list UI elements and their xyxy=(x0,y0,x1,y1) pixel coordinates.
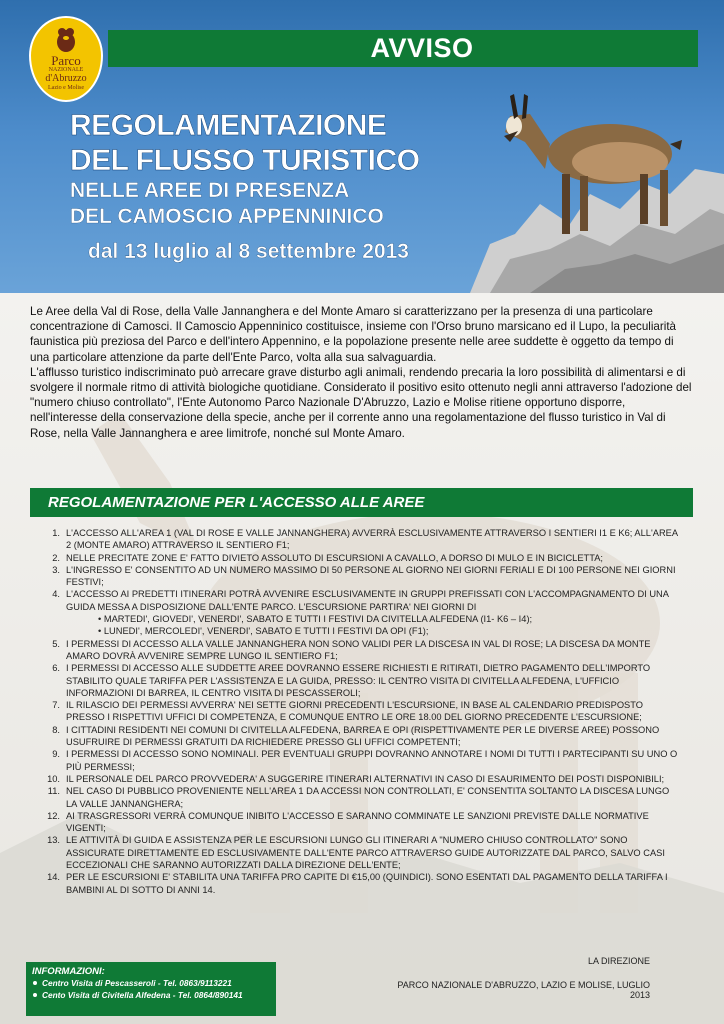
rule-item: 2. NELLE PRECITATE ZONE E' FATTO DIVIETO ASSOLUTO DI ESCURSIONI A CAVALLO, A DORSO DI MULO E IN BICICLETTA; xyxy=(52,552,603,563)
header-banner xyxy=(0,0,724,293)
intro-paragraph-1: Le Aree della Val di Rose, della Valle Jannanghera e del Monte Amaro si caratterizzano per la presenza di una particolare concentrazione di Camosci. Il Camoscio Appenninico costituisce, insieme con l'Orso bruno marsicano ed il Lupo, la peculiarità faunistica più preziosa del Parco e dell'intero Appennino, e la popolazione presente nelle aree suddette è oggetto da tempo di una particolare attenzione da parte dell'Ente Parco, volta alla sua salvaguardia. xyxy=(30,305,676,364)
rule-item: 11. NEL CASO DI PUBBLICO PROVENIENTE NELL'AREA 1 DA ACCESSI NON CONTROLLATI, E' CONSENTITA SOLTANTO LA DISCESA LUNGO LA VALLE JANNANGHERA; xyxy=(47,786,670,809)
logo-text-parco: Parco xyxy=(51,53,81,68)
logo-text-lazio: Lazio e Molise xyxy=(48,85,84,91)
bullet-icon xyxy=(33,993,37,997)
rule-item: 12. AI TRASGRESSORI VERRÀ COMUNQUE INIBITO L'ACCESSO E SARANNO COMMINATE LE SANZIONI PREVISTE DALLE NORMATIVE VIGENTI; xyxy=(47,810,649,834)
rule-item: 4. L'ACCESSO AI PREDETTI ITINERARI POTRÀ AVVENIRE ESCLUSIVAMENTE IN GRUPPI PREFISSATI CON L'ACCOMPAGNAMENTO DI UNA GUIDA MESSA A DISPOSIZIONE DALL'ENTE PARCO. L'ESCURSIONE PARTIRA' NEI GIORNI DI xyxy=(52,589,669,612)
rule-item: 8. I CITTADINI RESIDENTI NEI COMUNI DI CIVITELLA ALFEDENA, BARREA E OPI (RISPETTIVAMENTE PER LE DIVERSE AREE) POSSONO USUFRUIRE DI PERMESSI GRATUITI DA RICHIEDERE PRESSO GLI UFFICI COMPETENTI; xyxy=(52,724,660,748)
regulation-band xyxy=(30,488,693,517)
signature-line: PARCO NAZIONALE D'ABRUZZO, LAZIO E MOLISE, LUGLIO 2013 xyxy=(397,980,650,1000)
title-line-3: NELLE AREE DI PRESENZA xyxy=(70,179,350,202)
rule-item: 3. L'INGRESSO E' CONSENTITO AD UN NUMERO MASSIMO DI 50 PERSONE AL GIORNO NEI GIORNI FERIALI E DI 100 PERSONE NEI GIORNI FESTIVI; xyxy=(52,564,676,588)
rule-item: 6. I PERMESSI DI ACCESSO ALLE SUDDETTE AREE DOVRANNO ESSERE RICHIESTI E RITIRATI, DIETRO PAGAMENTO DELL'IMPORTO STABILITO QUALE TARIFFA PER L'ASSISTENZA E LA GUIDA, PRESSO: IL CENTRO VISITA DI CIVITELLA ALFEDENA, L'UFFICIO INFORMAZIONI DI BARREA, IL CENTRO VISITA DI PESCASSEROLI; xyxy=(52,663,651,698)
rule-item: 13. LE ATTIVITÀ DI GUIDA E ASSISTENZA PER LE ESCURSIONI LUNGO GLI ITINERARI A "NUMERO CHIUSO CONTROLLATO" SONO ASSICURATE DIRETTAMENTE ED ESCLUSIVAMENTE DALL'ENTE PARCO ATTRAVERSO GUIDE AUTORIZZATE DAL PARCO, SALVO CASI ECCEZIONALI CHE SARANNO AUTORIZZATI DALLA DIREZIONE DELL'ENTE; xyxy=(47,835,665,871)
rule-item: 7. IL RILASCIO DEI PERMESSI AVVERRA' NEI SETTE GIORNI PRECEDENTI L'ESCURSIONE, IN BASE AL CALENDARIO PREDISPOSTO PRESSO I RISPETTIVI UFFICI DI COMPETENZA, E COMUNQUE ENTRO LE ORE 18.00 DEL GIORNO PRECEDENTE L'ESCURSIONE; xyxy=(52,700,644,723)
park-logo xyxy=(29,16,103,102)
rule-item: 14. PER LE ESCURSIONI E' STABILITA UNA TARIFFA PRO CAPITE DI €15,00 (QUINDICI). SONO ESENTATI DAL PAGAMENTO DELLA TARIFFA I BAMBINI AL DI SOTTO DI ANNI 14. xyxy=(47,872,668,895)
rules-list xyxy=(38,527,678,896)
info-line-civitella: Cento Visita di Civitella Alfedena - Tel. 0864/890141 xyxy=(32,989,270,1001)
main-title xyxy=(70,108,490,230)
info-heading: INFORMAZIONI: xyxy=(32,966,105,977)
rule-item: 9. I PERMESSI DI ACCESSO SONO NOMINALI. PER EVENTUALI GRUPPI DOVRANNO ANNOTARE I NOMI DI TUTTI I PARTECIPANTI SU UNO O PIÙ PERMESSI; xyxy=(52,749,678,772)
title-line-1: REGOLAMENTAZIONE xyxy=(70,109,387,142)
intro-text xyxy=(30,304,694,441)
rule-subitem: • MARTEDI', GIOVEDI', VENERDI', SABATO E TUTTI I FESTIVI DA CIVITELLA ALFEDENA (I1- K6 – I4); xyxy=(98,614,533,625)
rule-subitem: • LUNEDI', MERCOLEDI', VENERDI', SABATO E TUTTI I FESTIVI DA OPI (F1); xyxy=(98,626,429,637)
logo-text-nazionale: NAZIONALE xyxy=(48,67,84,73)
bullet-icon xyxy=(33,981,37,985)
rule-item: 1. L'ACCESSO ALL'AREA 1 (VAL DI ROSE E VALLE JANNANGHERA) AVVERRÀ ESCLUSIVAMENTE ATTRAVERSO I SENTIERI I1 E K6; ALL'AREA 2 (MONTE AMARO) ATTRAVERSO IL SENTIERO F1; xyxy=(52,528,678,551)
title-line-2: DEL FLUSSO TURISTICO xyxy=(70,144,420,177)
rule-item: 5. I PERMESSI DI ACCESSO ALLA VALLE JANNANGHERA NON SONO VALIDI PER LA DISCESA IN VAL DI ROSE; LA DISCESA DA MONTE AMARO DOVRÀ AVVENIRE SEMPRE LUNGO IL SENTIERO F1; xyxy=(52,638,651,661)
direzione-label: LA DIREZIONE xyxy=(587,956,650,966)
signoff xyxy=(380,956,650,1000)
logo-text-abruzzo: d'Abruzzo xyxy=(45,73,87,84)
intro-paragraph-2: L'afflusso turistico indiscriminato può arrecare grave disturbo agli animali, rendendo precaria la loro possibilità di alimentarsi e di svolgere il normale ritmo di attività biologiche quotidiane. Considerato il positivo esito ottenuto negli anni attraverso l'adozione del "numero chiuso controllato", l'Ente Autonomo Parco Nazionale D'Abruzzo, Lazio e Molise ritiene opportuno disporre, nell'interesse della conservazione della specie, anche per il corrente anno una regolamentazione del flusso turistico in Val di Rose, nella Valle Jannanghera e aree limitrofe, nonché sul Monte Amaro. xyxy=(30,365,692,440)
info-line-pescasseroli: Centro Visita di Pescasseroli - Tel. 0863/9113221 xyxy=(32,977,270,989)
date-range: dal 13 luglio al 8 settembre 2013 xyxy=(88,240,409,263)
avviso-title: AVVISO xyxy=(370,33,474,63)
rule-item: 10. IL PERSONALE DEL PARCO PROVVEDERA' A SUGGERIRE ITINERARI ALTERNATIVI IN CASO DI ESAURIMENTO DEI POSTI DISPONIBILI; xyxy=(47,773,665,784)
regulation-title: REGOLAMENTAZIONE PER L'ACCESSO ALLE AREE xyxy=(48,494,425,511)
chamois-illustration xyxy=(470,74,724,293)
avviso-band xyxy=(108,30,698,67)
info-box xyxy=(26,962,276,1016)
title-line-4: DEL CAMOSCIO APPENNINICO xyxy=(70,205,384,228)
bear-icon xyxy=(51,24,81,54)
